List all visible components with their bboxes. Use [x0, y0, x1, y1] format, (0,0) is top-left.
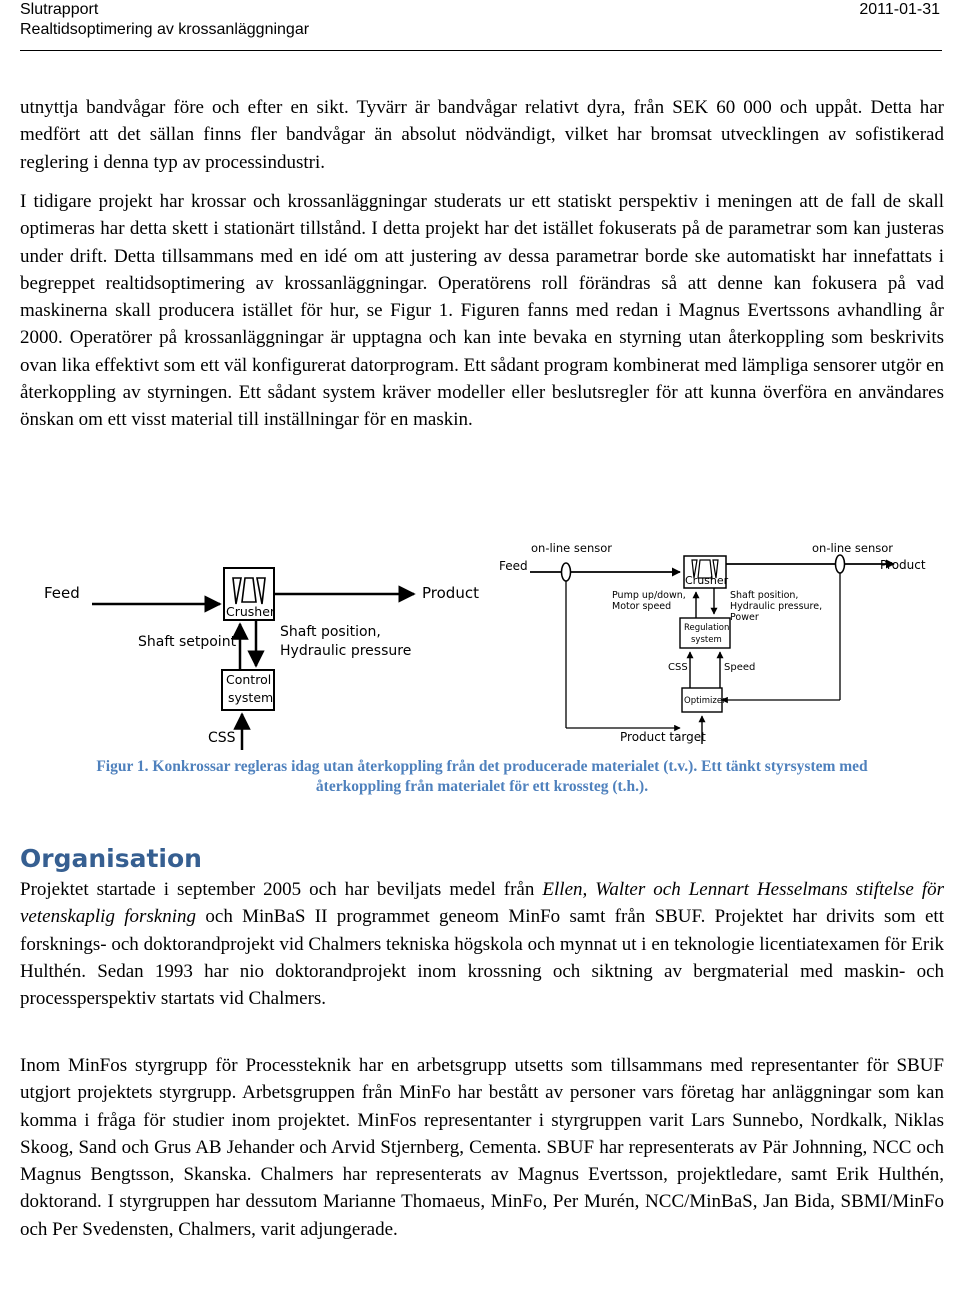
paragraph-2: I tidigare projekt har krossar och krossanläggningar studerats ur ett statiskt perspektiv i meningen att de fall de skall optimeras har detta skett i stationärt tillstånd. I detta projekt har det istället fokuserats på de parametrar som kan justeras under drift. Detta tillsammans med en idé om att justering av dessa parametrar borde ske automatiskt har innefattats i begreppet realtidsoptimering av krossanläggningar. Operatörens roll förändras så att denne kan fokusera på vad maskinerna skall producera istället för hur, se Figur 1. Figuren fanns med redan i Magnus Evertssons avhandling år 2000. Operatörer på krossanläggningar är upptagna och kan inte bevaka en styrning utan återkoppling som beskrivits ovan lika effektivt som ett väl konfigurerat datorprogram. Ett sådant program kombinerat med lämpliga sensorer utgör en återkoppling av styrningen. Ett sådant system kräver modeller eller beslutsregler för att kunna överföra en användares önskan om ett visst material till inställningar för en maskin. — [20, 191, 944, 431]
section-heading-organisation: Organisation — [20, 844, 202, 873]
left-product-label: Product — [422, 584, 479, 602]
left-control-label: Control — [226, 672, 272, 687]
right-regulation-label-2: system — [691, 635, 722, 645]
right-sensor-1 — [562, 563, 571, 581]
figure-caption — [20, 757, 944, 797]
report-subtitle: Realtidsoptimering av krossanläggningar — [20, 21, 310, 38]
left-feed-label: Feed — [44, 584, 80, 602]
right-product-target-label: Product target — [620, 730, 706, 744]
left-crusher-label: Crusher — [226, 604, 276, 619]
paragraph-1: utnyttja bandvågar före och efter en sikt. Tyvärr är bandvågar relativt dyra, från SEK 60 000 och uppåt. Detta har medfört att det sällan finns fler bandvågar än absolut nödvändigt, vilket har bromsat utvecklingen av sofistikerad reglering i denna typ av processindustri. — [20, 97, 944, 173]
report-title: Slutrapport — [20, 1, 99, 18]
left-system-label: system — [228, 690, 274, 705]
figure-1 — [0, 518, 960, 758]
figure-caption-line-1: Figur 1. Konkrossar regleras idag utan återkoppling från det producerade materialet (t.v.). Ett tänkt styrsystem med — [96, 758, 868, 775]
left-css-label: CSS — [208, 730, 236, 746]
right-pump-label-1: Pump up/down, — [612, 590, 686, 601]
paragraph-3-start: Projektet startade i september 2005 och har beviljats medel från — [20, 879, 543, 900]
right-css-label: CSS — [668, 662, 688, 673]
left-hydraulic-pressure-label: Hydraulic pressure — [280, 643, 412, 659]
right-online-sensor-1-label: on-line sensor — [531, 541, 612, 555]
right-feed-label: Feed — [499, 559, 528, 573]
right-optimizer-label: Optimizer — [684, 696, 726, 706]
right-regulation-label-1: Regulation — [684, 623, 730, 633]
right-diagram — [499, 541, 926, 744]
right-speed-label: Speed — [724, 662, 756, 673]
foundation-name: Ellen, Walter och Lennart Hesselmans stiftelse för vetenskaplig forskning — [20, 879, 944, 928]
right-sensor-2 — [836, 555, 845, 573]
left-shaft-setpoint-label: Shaft setpoint — [138, 634, 237, 650]
left-diagram — [44, 568, 479, 750]
right-shaft-label-1: Shaft position, — [730, 590, 799, 601]
figure-caption-line-2: återkoppling från materialet för ett krossteg (t.h.). — [315, 778, 649, 795]
right-pump-label-2: Motor speed — [612, 601, 672, 612]
paragraph-3 — [20, 876, 944, 1012]
right-product-label: Product — [880, 558, 926, 572]
right-online-sensor-2-label: on-line sensor — [812, 541, 893, 555]
right-shaft-label-3: Power — [730, 612, 759, 623]
report-date: 2011-01-31 — [859, 1, 940, 18]
left-shaft-position-label: Shaft position, — [280, 624, 381, 640]
paragraph-3-rest: och MinBaS II programmet geneom MinFo samt från SBUF. Projektet har drivits som ett forsknings- och doktorandprojekt vid Chalmers tekniska högskola och mynnat ut i en teknologie licentiatexamen för Erik Hulthén. Sedan 1993 har nio doktorandprojekt inom krossning och siktning av bergmaterial med maskin- och processperspektiv startats vid Chalmers. — [20, 906, 944, 1010]
header-divider — [20, 50, 942, 51]
paragraph-4: Inom MinFos styrgrupp för Processteknik har en arbetsgrupp utsetts som tillsammans med representanter för SBUF utgjort projektets styrgrupp. Arbetsgruppen från MinFo har bestått av personer vars företag har anläggningar som kan komma i fråga för studier inom projektet. MinFos representanter i styrgruppen varit Lars Sunnebo, Nordkalk, Niklas Skoog, Sand och Grus AB Jehander och Arvid Stjernberg, Cementa. SBUF har representerats av Pär Johnning, NCC och Magnus Bengtsson, Skanska. Chalmers har representerats av Magnus Evertsson, projektledare, samt Erik Hulthén, doktorand. I styrgruppen har dessutom Marianne Thomaeus, MinFo, Per Murén, NCC/MinBaS, Jan Bida, SBMI/MinFo och Per Svedensten, Chalmers, varit adjungerade. — [20, 1055, 944, 1240]
right-crusher-label: Crusher — [685, 574, 729, 587]
right-shaft-label-2: Hydraulic pressure, — [730, 601, 823, 612]
